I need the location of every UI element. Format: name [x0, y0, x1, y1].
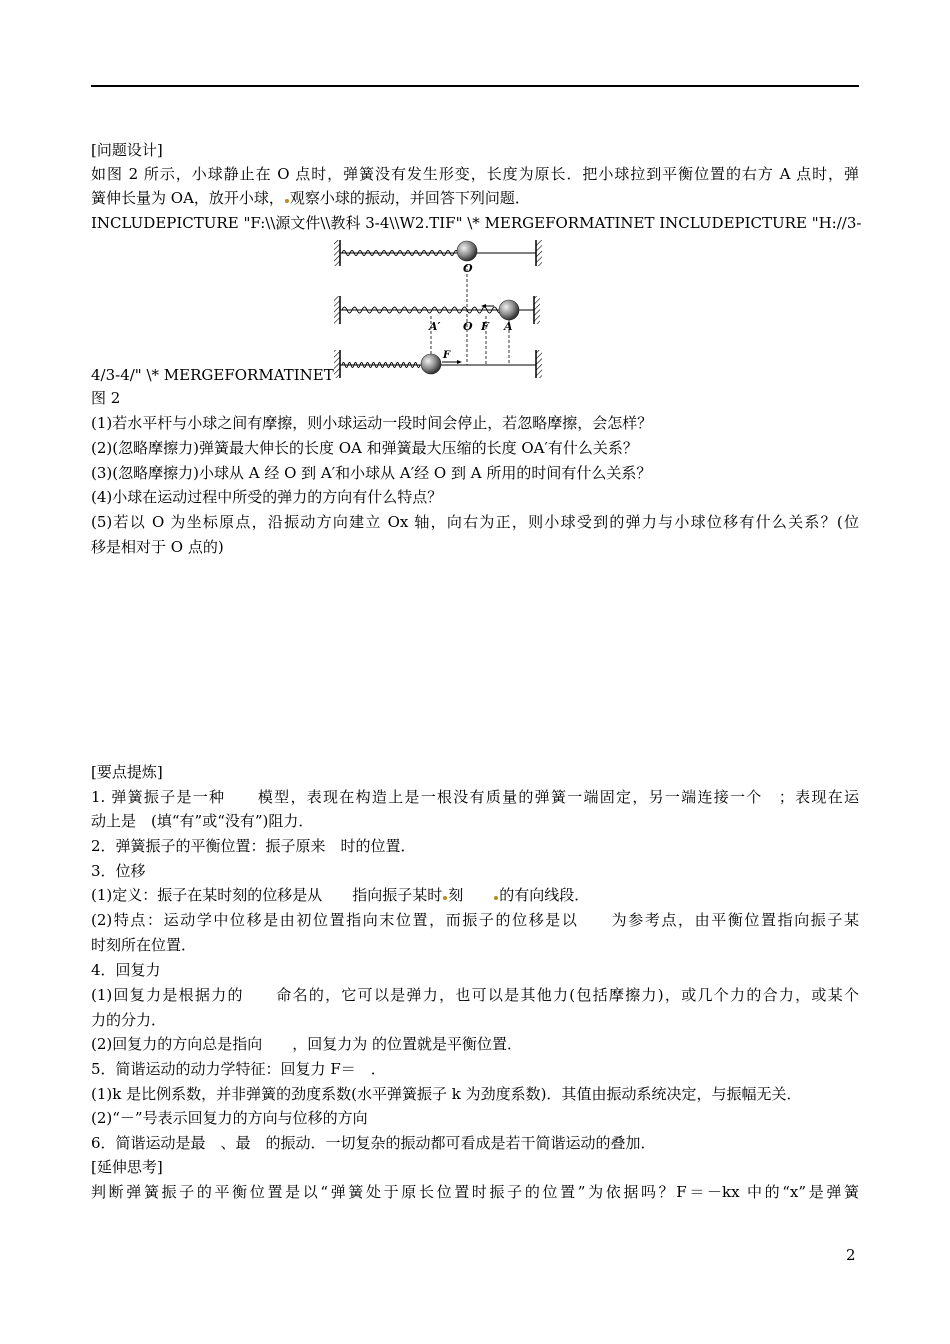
- question-1: (1)若水平杆与小球之间有摩擦，则小球运动一段时间会停止，若忽略摩擦，会怎样？: [91, 414, 653, 432]
- point-4-1-line-1: (1)回复力是根据力的 命名的，它可以是弹力，也可以是其他力(包括摩擦力)，或几个力的合力，或某个: [91, 986, 859, 1004]
- design-heading: [问题设计]: [91, 141, 163, 159]
- label-f-bottom: F: [443, 350, 451, 361]
- point-1-line-2: 动上是 (填“有”或“没有”)阻力．: [91, 812, 314, 830]
- point-1-line-1: 1. 弹簧振子是一种 模型，表现在构造上是一根没有质量的弹簧一端固定，另一端连接一个 ；表现在运: [91, 788, 859, 806]
- figure-caption: 图 2: [91, 389, 121, 407]
- extension-heading: [延伸思考]: [91, 1158, 163, 1176]
- mark-dot: [494, 896, 498, 900]
- point-4: 4．回复力: [91, 961, 161, 979]
- point-6: 6．简谐运动是最 、最 的振动．一切复杂的振动都可看成是若干简谐运动的叠加．: [91, 1134, 656, 1152]
- mark-dot: [285, 199, 289, 203]
- field-code-line-2: 4/3-4/" \* MERGEFORMATINET: [91, 366, 334, 384]
- mark-dot: [443, 896, 447, 900]
- spring-oscillator-figure: [334, 238, 544, 380]
- label-a-prime: A′: [429, 320, 441, 333]
- question-2: (2)(忽略摩擦力)弹簧最大伸长的长度 OA 和弹簧最大压缩的长度 OA′有什么关系？: [91, 439, 638, 457]
- point-5-2: (2)“－”号表示回复力的方向与位移的方向: [91, 1109, 368, 1127]
- point-5: 5．简谐运动的动力学特征：回复力 F＝ ．: [91, 1060, 386, 1078]
- field-code-line-1: INCLUDEPICTURE "F:\\源文件\\教科 3-4\\W2.TIF" \* MERGEFORMATINET INCLUDEPICTURE "H://3-: [91, 214, 862, 232]
- point-3-2-line-2: 时刻所在位置．: [91, 936, 197, 954]
- point-5-1: (1)k 是比例系数，并非弹簧的劲度系数(水平弹簧振子 k 为劲度系数)．其值由振动系统决定，与振幅无关．: [91, 1085, 802, 1103]
- label-o-mid: O: [463, 320, 473, 333]
- question-5-line-2: 移是相对于 O 点的): [91, 538, 224, 556]
- question-5-line-1: (5)若以 O 为坐标原点，沿振动方向建立 Ox 轴，向右为正，则小球受到的弹力与小球位移有什么关系？(位: [91, 513, 859, 531]
- point-3-2-line-1: (2)特点：运动学中位移是由初位置指向末位置，而振子的位移是以 为参考点，由平衡位置指向振子某: [91, 911, 859, 929]
- intro-line-2: 簧伸长量为 OA，放开小球， 观察小球的振动，并回答下列问题．: [91, 189, 530, 207]
- question-4: (4)小球在运动过程中所受的弹力的方向有什么特点？: [91, 488, 443, 506]
- label-a-mid: A: [504, 320, 513, 333]
- point-3-1: (1)定义：振子在某时刻的位移是从 指向振子某时 刻 的有向线段．: [91, 886, 590, 904]
- points-heading: [要点提炼]: [91, 763, 163, 781]
- point-4-2: (2)回复力的方向总是指向 ，回复力为 的位置就是平衡位置．: [91, 1035, 523, 1053]
- page-number: 2: [846, 1246, 856, 1264]
- extension-line-1: 判断弹簧振子的平衡位置是以“弹簧处于原长位置时振子的位置”为依据吗？F＝－kx 中的“x”是弹簧: [91, 1183, 859, 1201]
- point-2: 2．弹簧振子的平衡位置：振子原来 时的位置．: [91, 837, 416, 855]
- question-3: (3)(忽略摩擦力)小球从 A 经 O 到 A′和小球从 A′经 O 到 A 所用的时间有什么关系？: [91, 464, 652, 482]
- point-4-1-line-2: 力的分力．: [91, 1011, 167, 1029]
- intro-line-1: 如图 2 所示，小球静止在 O 点时，弹簧没有发生形变，长度为原长．把小球拉到平衡位置的右方 A 点时，弹: [91, 165, 859, 183]
- label-f-mid: F: [481, 320, 489, 333]
- label-o-top: O: [463, 262, 473, 275]
- point-3: 3．位移: [91, 862, 146, 880]
- header-rule: [91, 85, 859, 87]
